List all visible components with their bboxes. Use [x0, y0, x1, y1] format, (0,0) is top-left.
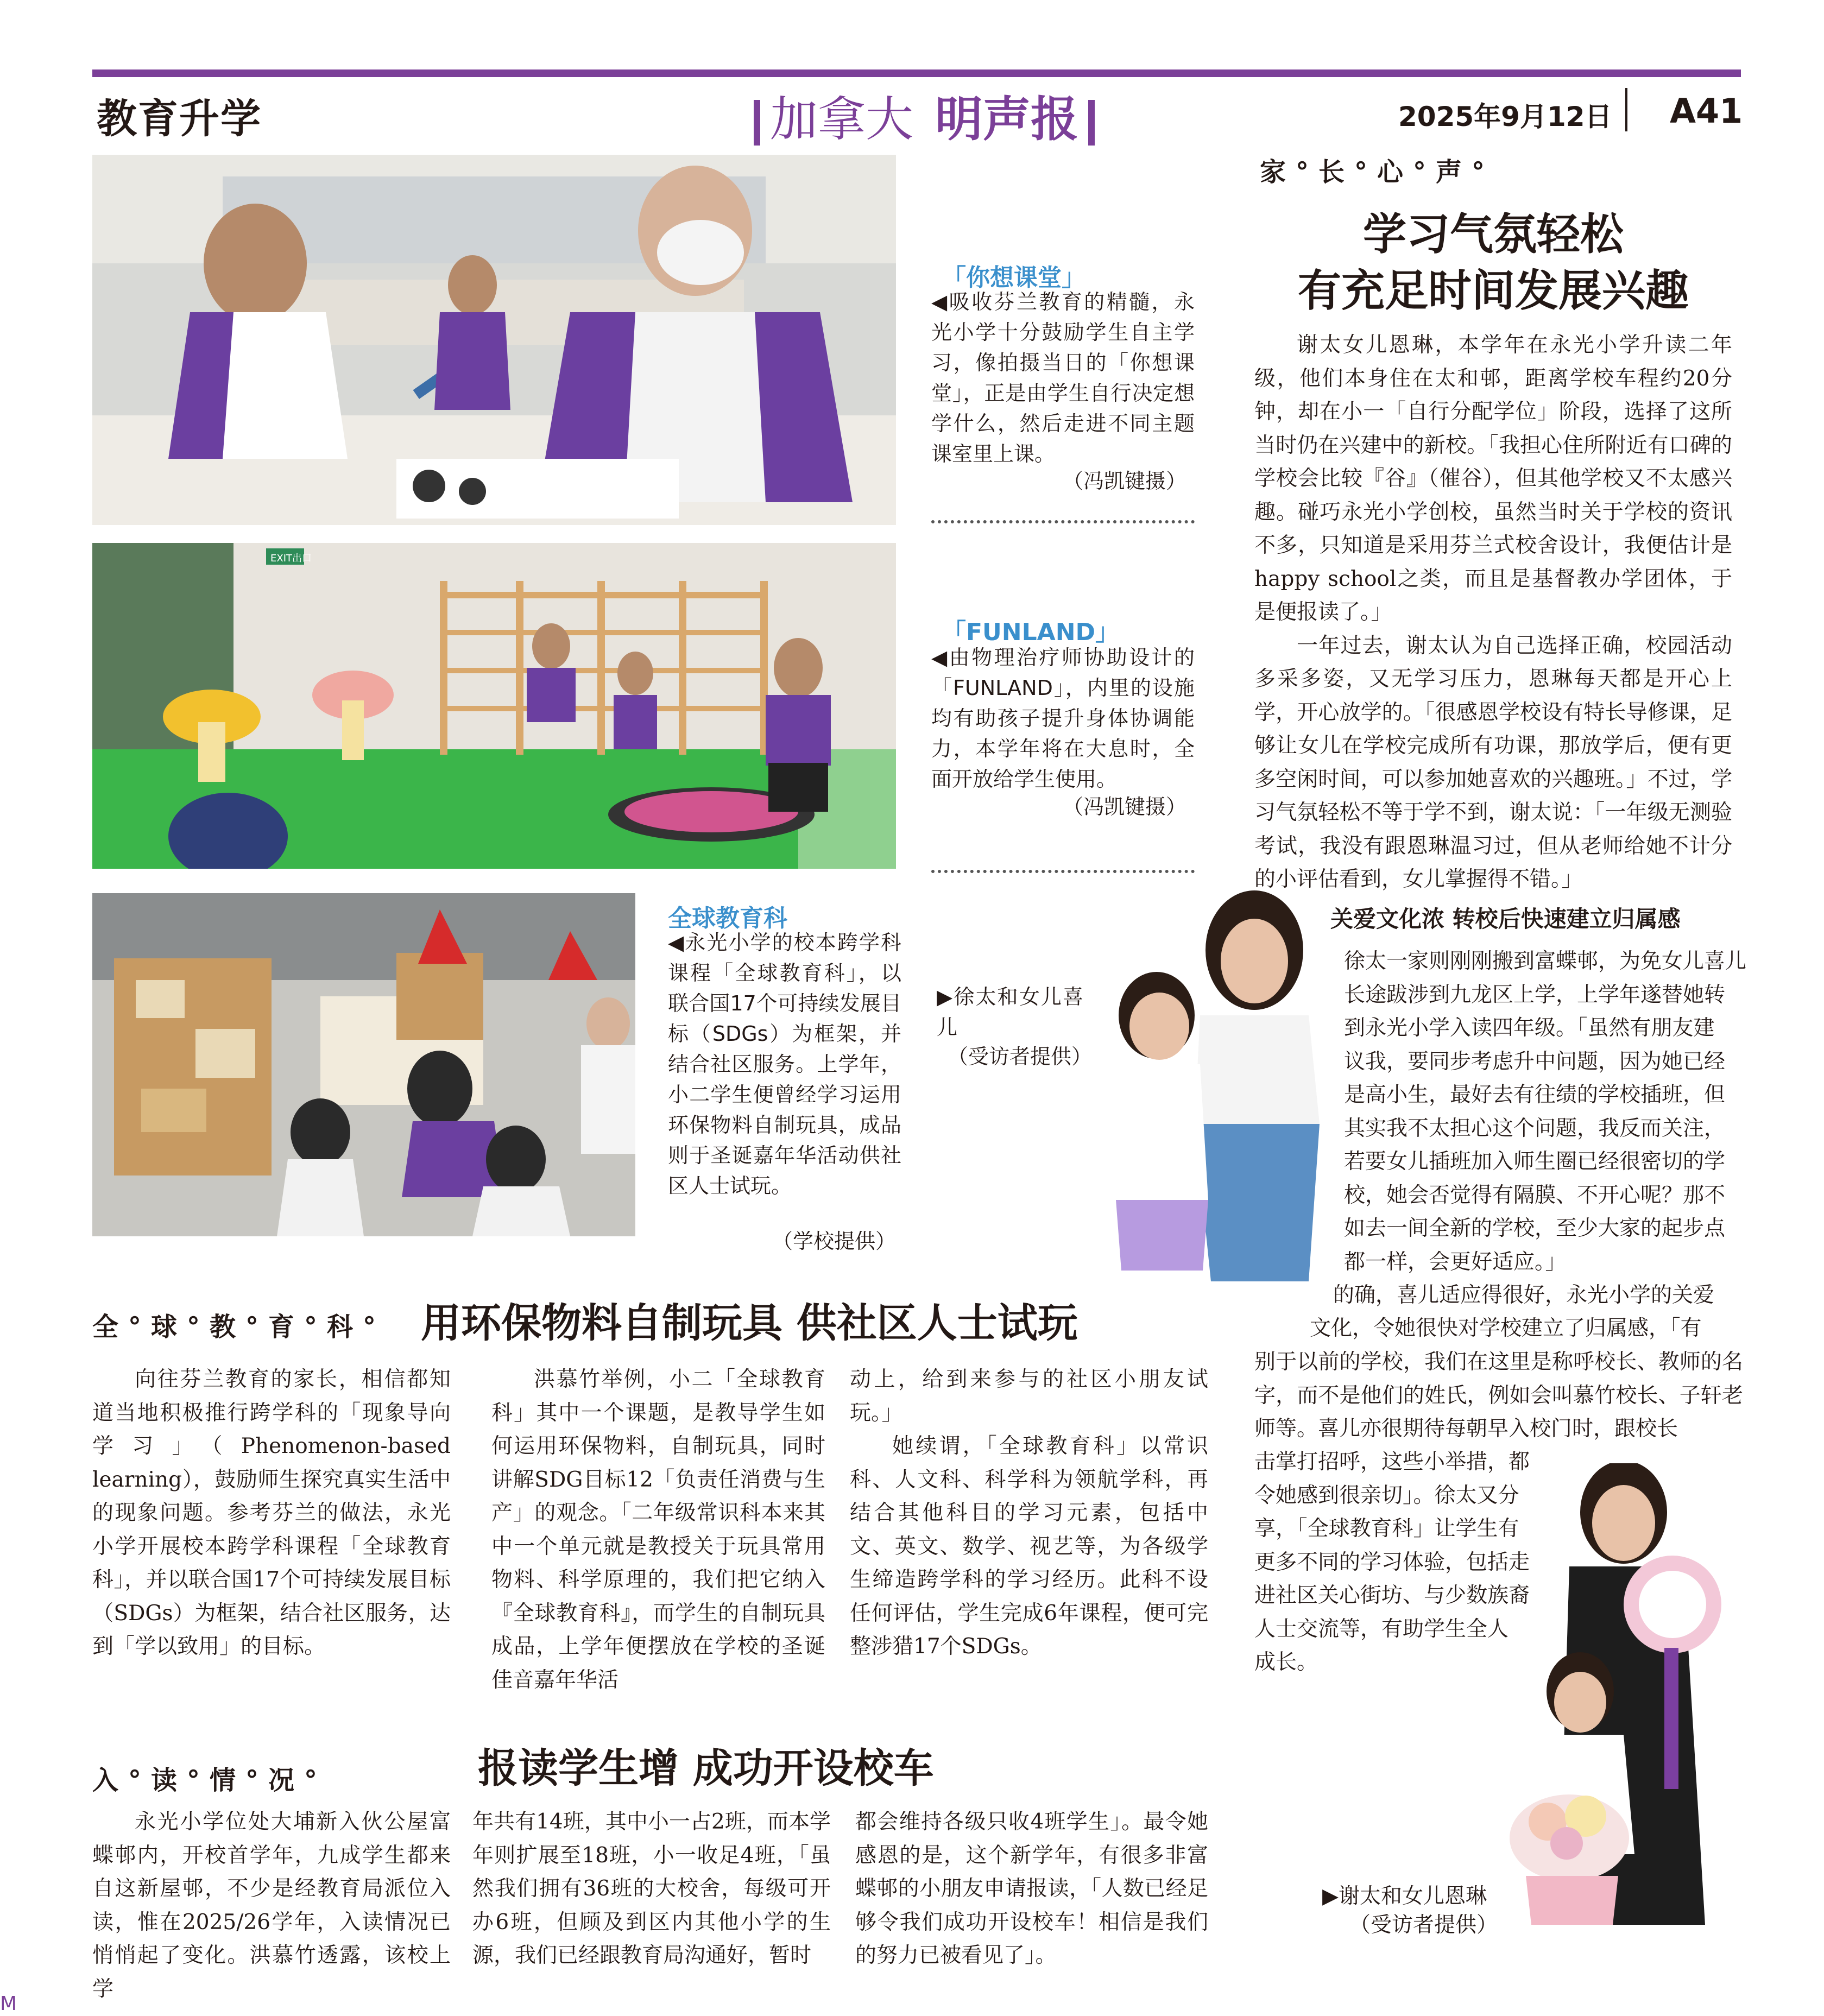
line: 校，她会否觉得有隔膜、不开心呢？那不	[1344, 1183, 1726, 1208]
kicker-enrol: 入°读°情°况°	[92, 1765, 327, 1796]
paragraph-block: 别于以前的学校，我们在这里是称呼校长、教师的名字，而不是他们的姓氏，例如会叫慕竹校长、子轩老师等。喜儿亦很期待每朝早入校门时，跟校长	[1254, 1350, 1743, 1441]
article-belonging-body	[1344, 945, 1746, 1279]
photo2-title: 「FUNLAND」	[942, 618, 1120, 646]
global-col3	[850, 1363, 1208, 1664]
line: 更多不同的学习体验，包括走	[1254, 1550, 1530, 1575]
photo-tsui-family	[1091, 890, 1330, 1314]
enrol-col1	[92, 1805, 451, 2006]
photo1-credit: （冯凯键摄）	[1062, 469, 1186, 493]
photo-global-education	[92, 893, 635, 1236]
line: 享，「全球教育科」让学生有	[1254, 1516, 1519, 1541]
kicker-global: 全°球°教°育°科°	[92, 1312, 386, 1342]
line: 成长。	[1254, 1650, 1318, 1674]
photo4-caption: ▶徐太和女儿喜儿	[937, 985, 1083, 1039]
page-corner-mark: M	[0, 1993, 17, 2015]
line: 令她感到很亲切」。徐太又分	[1254, 1483, 1519, 1508]
line: 击掌打招呼，这些小举措，都	[1254, 1450, 1530, 1474]
line: 若要女儿插班加入师生圈已经很密切的学	[1344, 1149, 1726, 1174]
article-parents-body	[1254, 328, 1732, 896]
line: 议我，要同步考虑升中问题，因为她已经	[1344, 1049, 1726, 1074]
subhead-belonging: 关爱文化浓 转校后快速建立归属感	[1330, 906, 1681, 932]
photo2-credit: （冯凯键摄）	[1062, 795, 1186, 819]
photo2-caption: ◀由物理治疗师协助设计的「FUNLAND」，内里的设施均有助孩子提升身体协调能力，本学年将在大息时，全面开放给学生使用。	[931, 646, 1195, 791]
photo3-caption: ◀永光小学的校本跨学科课程「全球教育科」，以联合国17个可持续发展目标（SDGs）为框架，并结合社区服务。上学年，小二学生便曾经学习运用环保物料自制玩具，成品则于圣诞嘉年华活动供社区人士试玩。	[668, 931, 901, 1198]
photo3-credit: （学校提供）	[772, 1229, 896, 1253]
headline-parents	[1244, 206, 1743, 319]
paragraph: 谢太女儿恩琳，本学年在永光小学升读二年级，他们本身住在太和邨，距离学校车程约20分钟，却在小一「自行分配学位」阶段，选择了这所当时仍在兴建中的新校。「我担心住所附近有口碑的学校会比较『谷』（催谷），但其他学校又不太感兴趣。碰巧永光小学创校，虽然当时关于学校的资讯不多，只知道是采用芬兰式校舍设计，我便估计是happy school之类，而且是基督教办学团体，于是便报读了。」	[1254, 333, 1732, 624]
line: 如去一间全新的学校，至少大家的起步点	[1344, 1216, 1726, 1241]
global-col1	[92, 1363, 451, 1664]
headline-parents-line2: 有充足时间发展兴趣	[1298, 266, 1689, 316]
headline-parents-line1: 学习气氛轻松	[1363, 209, 1624, 260]
paragraph: 洪慕竹举例，小二「全球教育科」其中一个课题，是教导学生如何运用环保物料，自制玩具，同时讲解SDG目标12「负责任消费与生产」的观念。「二年级常识科本来其中一个单元就是教授关于玩具常用物料、科学原理的，我们把它纳入『全球教育科』，而学生的自制玩具成品，上学年便摆放在学校的圣诞佳音嘉年华活	[491, 1367, 825, 1692]
masthead-left: 加拿大	[770, 91, 914, 147]
header-divider	[1625, 88, 1627, 131]
paragraph: 永光小学位处大埔新入伙公屋富蝶邨内，开校首学年，九成学生都来自这新屋邨，不少是经教育局派位入读，惟在2025/26学年，入读情况已悄悄起了变化。洪慕竹透露，该校上学	[92, 1810, 451, 2001]
photo4-credit: （受访者提供）	[948, 1045, 1093, 1069]
headline-global: 用环保物料自制玩具 供社区人士试玩	[421, 1300, 1078, 1347]
paragraph-continued: 都会维持各级只收4班学生」。最令她感恩的是，这个新学年，有很多非富蝶邨的小朋友申请报读，「人数已经足够令我们成功开设校车！相信是我们的努力已被看见了」。	[855, 1810, 1208, 1968]
global-col2	[491, 1363, 825, 1697]
paragraph-line: 的确，喜儿适应得很好，永光小学的关爱	[1333, 1283, 1715, 1307]
photo1-title: 「你想课堂」	[942, 264, 1085, 292]
photo3-title: 全球教育科	[668, 905, 787, 932]
paragraph-continued: 年共有14班，其中小一占2班，而本学年则扩展至18班，小一收足4班，「虽然我们拥有36班的大校舍，每级可开办6班，但顾及到区内其他小学的生源，我们已经跟教育局沟通好，暂时	[472, 1810, 831, 1968]
line: 是高小生，最好去有往绩的学校插班，但	[1344, 1083, 1726, 1107]
paragraph-continued: 动上，给到来参与的社区小朋友试玩。」	[850, 1367, 1208, 1425]
paragraph: 她续谓，「全球教育科」以常识科、人文科、科学科为领航学科，再结合其他科目的学习元素，包括中文、英文、数学、视艺等，为各级学生缔造跨学科的学习经历。此科不设任何评估，学生完成6年课程，便可完整涉猎17个SDGs。	[850, 1434, 1208, 1659]
line: 进社区关心街坊、与少数族裔	[1254, 1583, 1530, 1608]
kicker-parents: 家°长°心°声°	[1260, 157, 1495, 187]
paragraph: 一年过去，谢太认为自己选择正确，校园活动多采多姿，又无学习压力，恩琳每天都是开心上学，开心放学的。「很感恩学校设有特长导修课，足够让女儿在学校完成所有功课，那放学后，便有更多空闲时间，可以参加她喜欢的兴趣班。」不过，学习气氛轻松不等于学不到，谢太说：「一年级无测验考试，我没有跟恩琳温习过，但从老师给她不计分的小评估看到，女儿掌握得不错。」	[1254, 633, 1732, 892]
exit-sign: EXIT出口	[270, 553, 312, 564]
section-title: 教育升学	[97, 96, 262, 142]
line: 徐太一家则刚刚搬到富蝶邨，为免女儿喜儿	[1344, 949, 1747, 974]
photo1-caption: ◀吸收芬兰教育的精髓，永光小学十分鼓励学生自主学习，像拍摄当日的「你想课堂」，正是由学生自行决定想学什么，然后走进不同主题课室里上课。	[931, 290, 1195, 466]
masthead-right: 明声报	[935, 91, 1079, 147]
line: 到永光小学入读四年级。「虽然有朋友建	[1344, 1016, 1715, 1040]
divider-dotted	[931, 870, 1195, 873]
paragraph: 向往芬兰教育的家长，相信都知道当地积极推行跨学科的「现象导向学习」（Phenomenon-based learning），鼓励师生探究真实生活中的现象问题。参考芬兰的做法，永光小学开展校本跨学科课程「全球教育科」，并以联合国17个可持续发展目标（SDGs）为框架，结合社区服务，达到「学以致用」的目标。	[92, 1367, 451, 1659]
enrol-col2	[472, 1805, 831, 1973]
line: 人士交流等，有助学生全人	[1254, 1616, 1509, 1641]
photo5-credit: （受访者提供）	[1349, 1913, 1498, 1937]
divider-dotted	[931, 520, 1195, 523]
line: 长途跋涉到九龙区上学，上学年遂替她转	[1344, 982, 1726, 1007]
top-rule	[92, 69, 1741, 77]
masthead	[744, 81, 1105, 150]
enrol-col3	[855, 1805, 1208, 1973]
photo-classroom	[92, 155, 896, 525]
line: 其实我不太担心这个问题，我反而关注，	[1344, 1116, 1726, 1141]
photo-funland	[92, 543, 896, 869]
photo-tse-family	[1477, 1463, 1749, 1925]
paragraph-line: 文化，令她很快对学校建立了归属感，「有	[1310, 1316, 1702, 1341]
issue-date: 2025年9月12日	[1398, 101, 1612, 132]
line: 都一样，会更好适应。」	[1344, 1249, 1567, 1274]
headline-enrol: 报读学生增 成功开设校车	[478, 1745, 934, 1792]
page-number: A41	[1670, 91, 1743, 131]
photo5-caption: ▶谢太和女儿恩琳	[1322, 1884, 1487, 1908]
